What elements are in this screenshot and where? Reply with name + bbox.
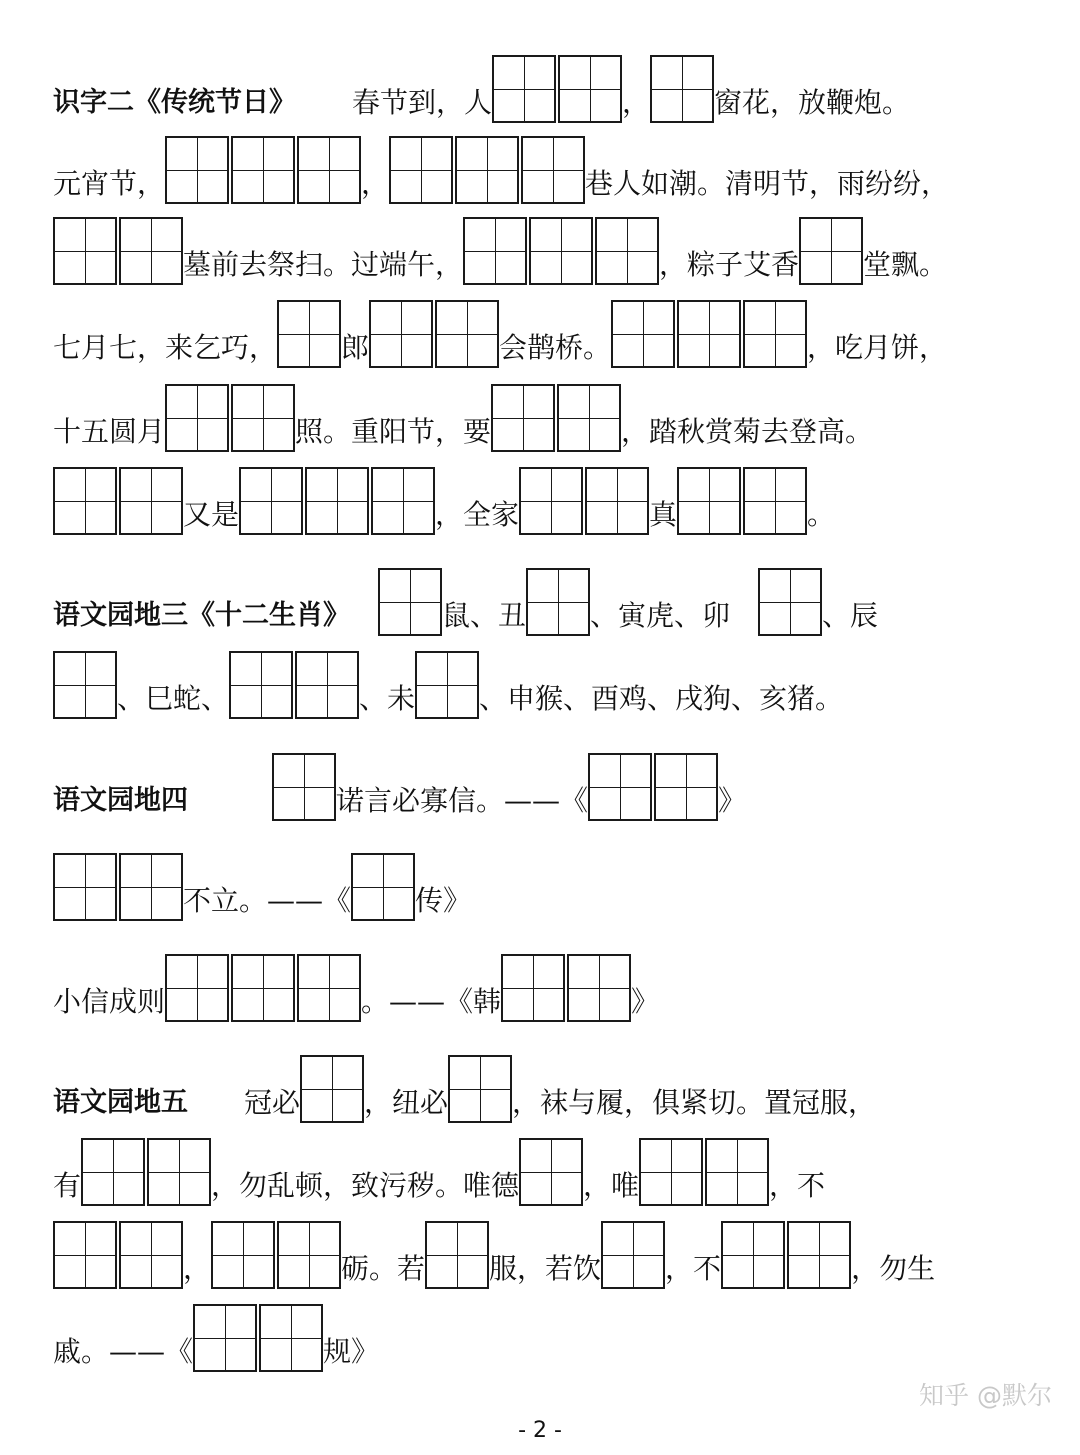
tianzige-cell[interactable] bbox=[557, 384, 621, 452]
blank-writing-boxes bbox=[425, 1221, 489, 1293]
blank-writing-boxes bbox=[165, 136, 361, 208]
tianzige-cell[interactable] bbox=[351, 853, 415, 921]
blank-writing-boxes bbox=[53, 217, 183, 289]
passage-text: 戚。——《 bbox=[53, 1335, 194, 1368]
tianzige-cell[interactable] bbox=[448, 1055, 512, 1123]
tianzige-cell[interactable] bbox=[743, 467, 807, 535]
passage-text: 巷人如潮。清明节，雨纷纷， bbox=[585, 167, 950, 200]
tianzige-cell[interactable] bbox=[705, 1138, 769, 1206]
blank-writing-boxes bbox=[519, 1138, 583, 1210]
tianzige-cell[interactable] bbox=[53, 853, 117, 921]
passage-text: ， bbox=[622, 86, 651, 119]
tianzige-cell[interactable] bbox=[295, 651, 359, 719]
tianzige-cell[interactable] bbox=[53, 467, 117, 535]
tianzige-cell[interactable] bbox=[463, 217, 527, 285]
passage-text: ， bbox=[361, 167, 390, 200]
worksheet-line bbox=[53, 386, 1043, 456]
tianzige-cell[interactable] bbox=[521, 136, 585, 204]
passage-text: ，勿乱顿，致污秽。唯德 bbox=[211, 1169, 520, 1202]
worksheet-line bbox=[53, 469, 1043, 539]
blank-writing-boxes bbox=[239, 467, 435, 539]
tianzige-cell[interactable] bbox=[650, 55, 714, 123]
blank-writing-boxes bbox=[415, 651, 479, 723]
blank-writing-boxes bbox=[639, 1138, 769, 1210]
passage-text: 》 bbox=[718, 784, 747, 817]
blank-writing-boxes bbox=[165, 384, 295, 456]
tianzige-cell[interactable] bbox=[677, 467, 741, 535]
passage-text: 、巳蛇、 bbox=[117, 682, 230, 715]
passage-text: 有 bbox=[53, 1169, 82, 1202]
blank-writing-boxes bbox=[53, 853, 183, 925]
passage-text: 、未 bbox=[359, 682, 416, 715]
tianzige-cell[interactable] bbox=[81, 1138, 145, 1206]
passage-text: 砺。若 bbox=[341, 1252, 426, 1285]
worksheet-line bbox=[53, 855, 1043, 925]
tianzige-cell[interactable] bbox=[53, 651, 117, 719]
blank-writing-boxes bbox=[448, 1055, 512, 1127]
tianzige-cell[interactable] bbox=[415, 651, 479, 719]
worksheet-line bbox=[53, 755, 1043, 825]
blank-writing-boxes bbox=[389, 136, 585, 208]
page-number: - 2 - bbox=[518, 1418, 562, 1443]
worksheet-line bbox=[53, 956, 1043, 1026]
section-heading: 识字二《传统节日》 bbox=[53, 87, 296, 118]
passage-text: ，不 bbox=[665, 1252, 722, 1285]
passage-text: ，踏秋赏菊去登高。 bbox=[621, 415, 874, 448]
tianzige-cell[interactable] bbox=[595, 217, 659, 285]
passage-text: 不立。——《 bbox=[183, 884, 352, 917]
blank-writing-boxes bbox=[272, 753, 336, 825]
tianzige-cell[interactable] bbox=[239, 467, 303, 535]
worksheet-line bbox=[53, 1140, 1043, 1210]
passage-text: 元宵节， bbox=[53, 167, 166, 200]
tianzige-cell[interactable] bbox=[231, 136, 295, 204]
worksheet-line bbox=[53, 302, 1043, 372]
tianzige-cell[interactable] bbox=[501, 954, 565, 1022]
section-heading: 语文园地三《十二生肖》 bbox=[53, 600, 350, 631]
tianzige-cell[interactable] bbox=[193, 1304, 257, 1372]
tianzige-cell[interactable] bbox=[119, 217, 183, 285]
passage-text: 规》 bbox=[323, 1335, 380, 1368]
passage-text: 、申猴、酉鸡、戌狗、亥猪。 bbox=[479, 682, 844, 715]
tianzige-cell[interactable] bbox=[369, 300, 433, 368]
tianzige-cell[interactable] bbox=[455, 136, 519, 204]
passage-text: 墓前去祭扫。过端午， bbox=[183, 248, 464, 281]
passage-text: 窗花，放鞭炮。 bbox=[714, 86, 911, 119]
tianzige-cell[interactable] bbox=[297, 136, 361, 204]
blank-writing-boxes bbox=[601, 1221, 665, 1293]
passage-text: ，不 bbox=[769, 1169, 826, 1202]
tianzige-cell[interactable] bbox=[272, 753, 336, 821]
passage-text: 、辰 bbox=[822, 599, 879, 632]
tianzige-cell[interactable] bbox=[567, 954, 631, 1022]
blank-writing-boxes bbox=[677, 467, 807, 539]
tianzige-cell[interactable] bbox=[259, 1304, 323, 1372]
tianzige-cell[interactable] bbox=[654, 753, 718, 821]
tianzige-cell[interactable] bbox=[231, 954, 295, 1022]
passage-text: ，粽子艾香 bbox=[659, 248, 800, 281]
passage-text: 堂飘。 bbox=[863, 248, 948, 281]
passage-text: 诺言必寡信。——《 bbox=[336, 784, 589, 817]
worksheet-line bbox=[53, 1223, 1043, 1293]
blank-writing-boxes bbox=[491, 384, 621, 456]
tianzige-cell[interactable] bbox=[639, 1138, 703, 1206]
worksheet-line bbox=[53, 138, 1043, 208]
worksheet-line bbox=[53, 653, 1043, 723]
tianzige-cell[interactable] bbox=[389, 136, 453, 204]
passage-text: 鼠、丑 bbox=[442, 599, 527, 632]
tianzige-cell[interactable] bbox=[529, 217, 593, 285]
blank-writing-boxes bbox=[378, 568, 442, 640]
passage-text bbox=[188, 785, 272, 825]
blank-writing-boxes bbox=[369, 300, 499, 372]
tianzige-cell[interactable] bbox=[371, 467, 435, 535]
tianzige-cell[interactable] bbox=[277, 300, 341, 368]
worksheet-line bbox=[53, 1057, 1043, 1127]
blank-writing-boxes bbox=[519, 467, 649, 539]
tianzige-cell[interactable] bbox=[425, 1221, 489, 1289]
tianzige-cell[interactable] bbox=[611, 300, 675, 368]
blank-writing-boxes bbox=[229, 651, 359, 723]
tianzige-cell[interactable] bbox=[211, 1221, 275, 1289]
tianzige-cell[interactable] bbox=[799, 217, 863, 285]
blank-writing-boxes bbox=[501, 954, 631, 1026]
tianzige-cell[interactable] bbox=[558, 55, 622, 123]
zhihu-watermark: 知乎 @默尔 bbox=[919, 1381, 1052, 1410]
passage-text bbox=[350, 600, 378, 640]
blank-writing-boxes bbox=[53, 1221, 183, 1293]
tianzige-cell[interactable] bbox=[519, 1138, 583, 1206]
tianzige-cell[interactable] bbox=[378, 568, 442, 636]
section-heading: 语文园地五 bbox=[53, 1087, 188, 1118]
passage-text: 会鹊桥。 bbox=[499, 331, 612, 364]
tianzige-cell[interactable] bbox=[53, 1221, 117, 1289]
passage-text: ，勿生 bbox=[851, 1252, 936, 1285]
blank-writing-boxes bbox=[351, 853, 415, 925]
passage-text: 、寅虎、卯 bbox=[590, 599, 759, 632]
tianzige-cell[interactable] bbox=[588, 753, 652, 821]
tianzige-cell[interactable] bbox=[229, 651, 293, 719]
passage-text: 七月七，来乞巧， bbox=[53, 331, 278, 364]
passage-text: 冠必 bbox=[188, 1086, 301, 1119]
tianzige-cell[interactable] bbox=[721, 1221, 785, 1289]
passage-text: ，纽必 bbox=[364, 1086, 449, 1119]
blank-writing-boxes bbox=[53, 467, 183, 539]
tianzige-cell[interactable] bbox=[53, 217, 117, 285]
blank-writing-boxes bbox=[211, 1221, 341, 1293]
blank-writing-boxes bbox=[81, 1138, 211, 1210]
tianzige-cell[interactable] bbox=[165, 384, 229, 452]
blank-writing-boxes bbox=[53, 651, 117, 723]
tianzige-cell[interactable] bbox=[119, 853, 183, 921]
tianzige-cell[interactable] bbox=[300, 1055, 364, 1123]
blank-writing-boxes bbox=[588, 753, 718, 825]
passage-text: 。——《韩 bbox=[361, 985, 502, 1018]
blank-writing-boxes bbox=[526, 568, 590, 640]
blank-writing-boxes bbox=[492, 55, 622, 127]
tianzige-cell[interactable] bbox=[758, 568, 822, 636]
blank-writing-boxes bbox=[721, 1221, 851, 1293]
tianzige-cell[interactable] bbox=[119, 467, 183, 535]
worksheet-line bbox=[53, 57, 1043, 127]
passage-text: 传》 bbox=[415, 884, 472, 917]
passage-text: 真 bbox=[649, 498, 678, 531]
passage-text: 照。重阳节，要 bbox=[295, 415, 492, 448]
blank-writing-boxes bbox=[758, 568, 822, 640]
passage-text: 又是 bbox=[183, 498, 240, 531]
tianzige-cell[interactable] bbox=[492, 55, 556, 123]
blank-writing-boxes bbox=[165, 954, 361, 1026]
passage-text: 郎 bbox=[341, 331, 370, 364]
tianzige-cell[interactable] bbox=[743, 300, 807, 368]
tianzige-cell[interactable] bbox=[147, 1138, 211, 1206]
section-heading: 语文园地四 bbox=[53, 785, 188, 816]
tianzige-cell[interactable] bbox=[526, 568, 590, 636]
blank-writing-boxes bbox=[277, 300, 341, 372]
blank-writing-boxes bbox=[300, 1055, 364, 1127]
tianzige-cell[interactable] bbox=[119, 1221, 183, 1289]
blank-writing-boxes bbox=[799, 217, 863, 289]
worksheet-line bbox=[53, 570, 1043, 640]
passage-text: ，袜与履，俱紧切。置冠服， bbox=[512, 1086, 877, 1119]
passage-text: ，吃月饼， bbox=[807, 331, 948, 364]
passage-text: 。 bbox=[807, 498, 836, 531]
blank-writing-boxes bbox=[650, 55, 714, 127]
tianzige-cell[interactable] bbox=[165, 954, 229, 1022]
passage-text: 小信成则 bbox=[53, 985, 166, 1018]
passage-text: ，唯 bbox=[583, 1169, 640, 1202]
passage-text: ，全家 bbox=[435, 498, 520, 531]
tianzige-cell[interactable] bbox=[277, 1221, 341, 1289]
tianzige-cell[interactable] bbox=[519, 467, 583, 535]
tianzige-cell[interactable] bbox=[677, 300, 741, 368]
blank-writing-boxes bbox=[611, 300, 807, 372]
tianzige-cell[interactable] bbox=[297, 954, 361, 1022]
passage-text: 服，若饮 bbox=[489, 1252, 602, 1285]
tianzige-cell[interactable] bbox=[305, 467, 369, 535]
blank-writing-boxes bbox=[463, 217, 659, 289]
tianzige-cell[interactable] bbox=[491, 384, 555, 452]
passage-text: 》 bbox=[631, 985, 660, 1018]
passage-text: ， bbox=[183, 1252, 212, 1285]
blank-writing-boxes bbox=[193, 1304, 323, 1376]
passage-text: 十五圆月 bbox=[53, 415, 166, 448]
tianzige-cell[interactable] bbox=[585, 467, 649, 535]
tianzige-cell[interactable] bbox=[231, 384, 295, 452]
tianzige-cell[interactable] bbox=[787, 1221, 851, 1289]
tianzige-cell[interactable] bbox=[601, 1221, 665, 1289]
worksheet-line bbox=[53, 1306, 1043, 1376]
tianzige-cell[interactable] bbox=[165, 136, 229, 204]
passage-text: 春节到，人 bbox=[296, 86, 493, 119]
worksheet-line bbox=[53, 219, 1043, 289]
tianzige-cell[interactable] bbox=[435, 300, 499, 368]
